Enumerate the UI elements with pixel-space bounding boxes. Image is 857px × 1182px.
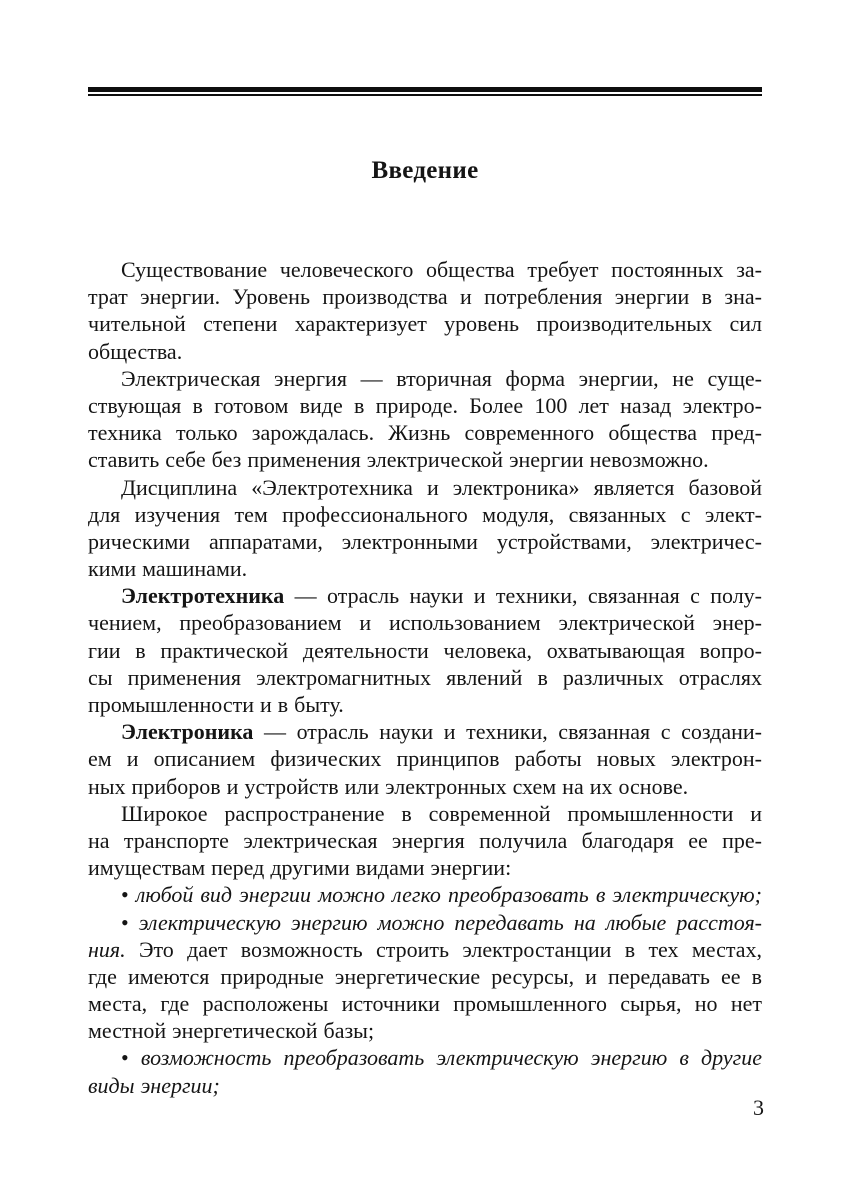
text-segment: чительной степени характеризует уровень производительных сил bbox=[88, 311, 762, 337]
text-line bbox=[88, 881, 762, 908]
text-segment: ния. bbox=[88, 936, 126, 962]
text-segment: сы применения электромагнитных явлений в различных отраслях bbox=[88, 664, 762, 690]
text-line bbox=[88, 909, 762, 936]
text-line bbox=[88, 474, 762, 501]
paragraph bbox=[88, 800, 762, 882]
bullet-marker: • bbox=[121, 1045, 141, 1071]
bullet-paragraph bbox=[88, 1044, 762, 1098]
bullet-marker: • bbox=[121, 882, 136, 908]
text-segment: любой вид энергии можно легко преобразовать в электрическую; bbox=[135, 882, 762, 908]
text-segment: ных приборов и устройств или электронных схем на их основе. bbox=[88, 773, 689, 799]
text-line bbox=[88, 990, 762, 1017]
text-segment: на транспорте электрическая энергия получила благодаря ее пре- bbox=[88, 827, 762, 853]
text-segment: рическими аппаратами, электронными устройствами, электричес- bbox=[88, 528, 762, 554]
text-line bbox=[88, 1017, 762, 1044]
text-line bbox=[88, 582, 762, 609]
text-line bbox=[88, 827, 762, 854]
text-line bbox=[88, 800, 762, 827]
text-line bbox=[88, 718, 762, 745]
text-segment: ставить себе без применения электрической энергии невозможно. bbox=[88, 447, 709, 473]
text-line bbox=[88, 664, 762, 691]
page-number: 3 bbox=[753, 1095, 764, 1120]
text-line bbox=[88, 936, 762, 963]
text-segment: Существование человеческого общества требует постоянных за- bbox=[121, 257, 762, 282]
text-line bbox=[88, 528, 762, 555]
page-title: Введение bbox=[371, 157, 479, 184]
text-segment: Это дает возможность строить электростанции в тех местах, bbox=[125, 936, 762, 962]
text-segment: где имеются природные энергетические ресурсы, и передавать ее в bbox=[88, 963, 762, 989]
text-line bbox=[88, 283, 762, 310]
text-segment: места, где расположены источники промышленного сырья, но нет bbox=[88, 991, 762, 1017]
text-segment: Широкое распространение в современной промышленности и bbox=[121, 800, 762, 826]
text-segment: общества. bbox=[88, 338, 183, 364]
text-segment: для изучения тем профессионального модуля, связанных с элект- bbox=[88, 501, 762, 527]
text-segment: трат энергии. Уровень производства и потребления энергии в зна- bbox=[88, 284, 762, 310]
text-line bbox=[88, 365, 762, 392]
text-line bbox=[88, 310, 762, 337]
text-segment: Электроника bbox=[121, 719, 254, 745]
text-segment: местной энергетической базы; bbox=[88, 1018, 375, 1044]
text-line bbox=[88, 773, 762, 800]
paragraph bbox=[88, 718, 762, 800]
text-segment: Дисциплина «Электротехника и электроника» является базовой bbox=[121, 474, 762, 500]
text-line bbox=[88, 338, 762, 365]
text-segment: имуществам перед другими видами энергии: bbox=[88, 855, 512, 881]
text-segment: Электротехника bbox=[121, 583, 285, 609]
text-segment: Электрическая энергия — вторичная форма энергии, не суще- bbox=[121, 365, 762, 391]
text-line bbox=[88, 1044, 762, 1071]
paragraph bbox=[88, 365, 762, 474]
text-segment: кими машинами. bbox=[88, 556, 248, 582]
text-line bbox=[88, 392, 762, 419]
text-segment: промышленности и в быту. bbox=[88, 692, 344, 717]
text-line bbox=[88, 555, 762, 582]
text-line bbox=[88, 963, 762, 990]
text-segment: чением, преобразованием и использованием электрической энер- bbox=[88, 610, 762, 636]
paragraph bbox=[88, 474, 762, 583]
text-segment: — отрасль науки и техники, связанная с полу- bbox=[284, 583, 762, 609]
text-segment: возможность преобразовать электрическую энергию в другие bbox=[140, 1045, 762, 1071]
text-line bbox=[88, 637, 762, 664]
text-segment: — отрасль науки и техники, связанная с создани- bbox=[253, 719, 762, 745]
text-segment: гии в практической деятельности человека, охватывающая вопро- bbox=[88, 637, 762, 663]
text-segment: виды энергии; bbox=[88, 1072, 220, 1098]
text-segment: ствующая в готовом виде в природе. Более 100 лет назад электро- bbox=[88, 392, 762, 418]
bullet-paragraph bbox=[88, 881, 762, 908]
paragraph bbox=[88, 582, 762, 718]
text-line bbox=[88, 501, 762, 528]
text-line bbox=[88, 419, 762, 446]
bullet-paragraph bbox=[88, 909, 762, 1045]
text-segment: электрическую энергию можно передавать на любые расстоя- bbox=[138, 909, 762, 935]
text-line bbox=[88, 691, 762, 718]
text-line bbox=[88, 256, 762, 283]
bullet-marker: • bbox=[121, 909, 139, 935]
text-segment: техника только зарождалась. Жизнь современного общества пред- bbox=[88, 420, 762, 446]
text-line bbox=[88, 609, 762, 636]
text-block bbox=[88, 256, 762, 1099]
top-rule bbox=[88, 87, 762, 96]
text-line bbox=[88, 446, 762, 473]
paragraph bbox=[88, 256, 762, 365]
text-line bbox=[88, 854, 762, 881]
text-line bbox=[88, 745, 762, 772]
text-segment: ем и описанием физических принципов работы новых электрон- bbox=[88, 746, 762, 772]
